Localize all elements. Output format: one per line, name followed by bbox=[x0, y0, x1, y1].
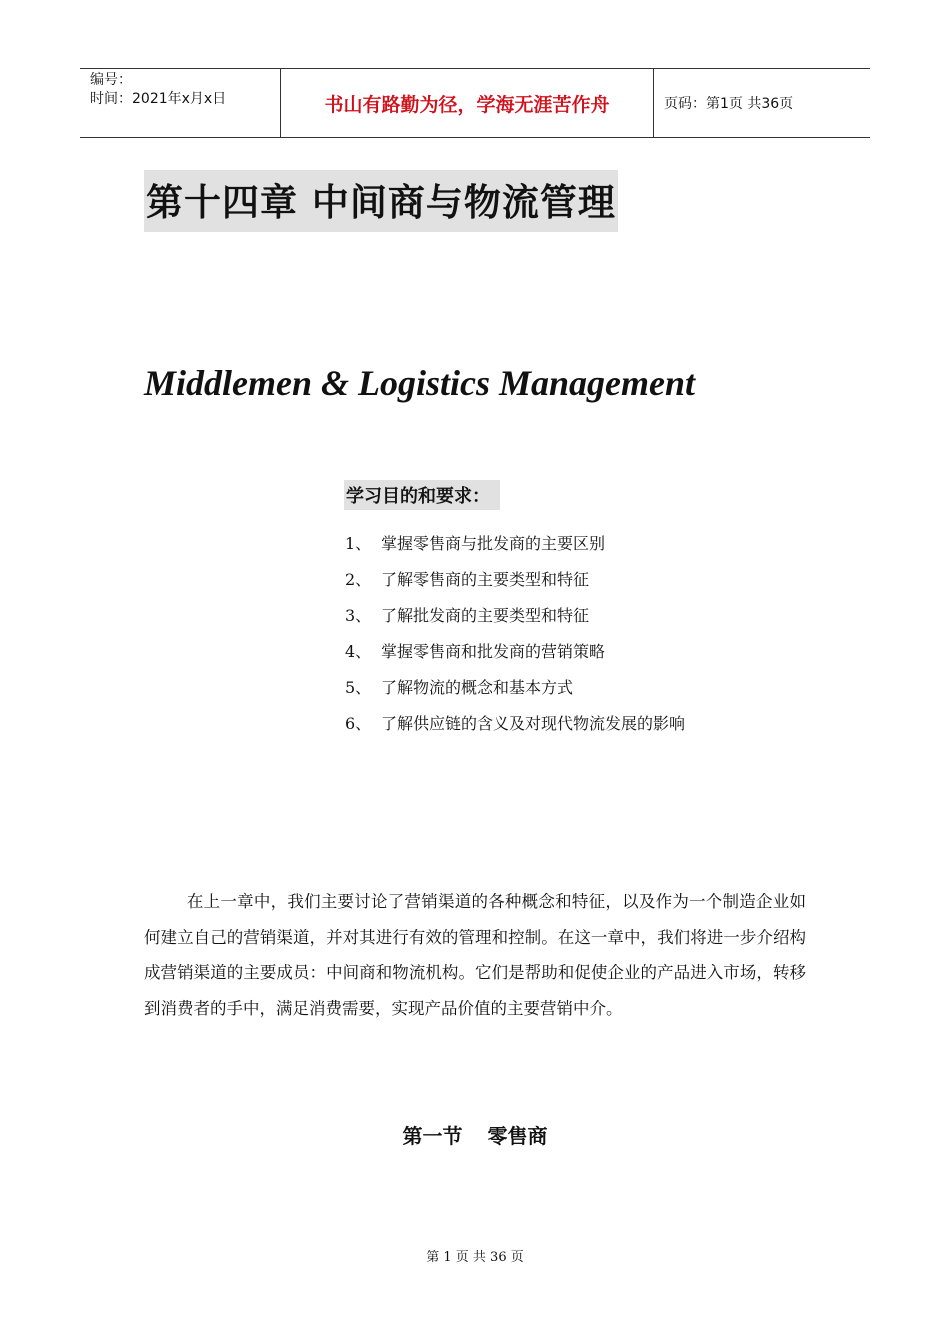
list-item-text: 掌握零售商与批发商的主要区别 bbox=[381, 534, 606, 553]
number-label: 编号： bbox=[90, 72, 132, 88]
header-page-info: 页码：第1页 共36页 bbox=[664, 96, 794, 112]
list-item-text: 了解批发商的主要类型和特征 bbox=[381, 606, 590, 625]
list-item-number: 5、 bbox=[345, 678, 372, 697]
objectives-list bbox=[345, 526, 685, 742]
list-item-text: 了解供应链的含义及对现代物流发展的影响 bbox=[381, 714, 686, 733]
list-item bbox=[345, 598, 685, 634]
list-item-number: 4、 bbox=[345, 642, 372, 661]
list-item-text: 掌握零售商和批发商的营销策略 bbox=[381, 642, 606, 661]
header-meta bbox=[80, 69, 280, 137]
list-item bbox=[345, 706, 685, 742]
header-motto: 书山有路勤为径，学海无涯苦作舟 bbox=[280, 69, 654, 137]
list-item-text: 了解物流的概念和基本方式 bbox=[381, 678, 574, 697]
list-item-number: 6、 bbox=[345, 714, 372, 733]
objectives-heading: 学习目的和要求： bbox=[344, 480, 500, 510]
date-label: 时间：2021年x月x日 bbox=[90, 91, 227, 107]
chapter-title: 第十四章 中间商与物流管理 bbox=[144, 170, 618, 232]
list-item-number: 1、 bbox=[345, 534, 372, 553]
intro-paragraph: 在上一章中，我们主要讨论了营销渠道的各种概念和特征，以及作为一个制造企业如何建立自己的营销渠道，并对其进行有效的管理和控制。在这一章中，我们将进一步介绍构成营销渠道的主要成员：中间商和物流机构。它们是帮助和促使企业的产品进入市场，转移到消费者的手中，满足消费需要，实现产品价值的主要营销中介。 bbox=[144, 892, 806, 1018]
list-item-number: 3、 bbox=[345, 606, 372, 625]
list-item-text: 了解零售商的主要类型和特征 bbox=[381, 570, 590, 589]
list-item bbox=[345, 670, 685, 706]
list-item bbox=[345, 634, 685, 670]
list-item bbox=[345, 526, 685, 562]
section-title: 第一节 零售商 bbox=[402, 1124, 548, 1148]
page-footer: 第 1 页 共 36 页 bbox=[426, 1250, 524, 1265]
chapter-title-english: Middlemen & Logistics Management bbox=[144, 363, 696, 403]
list-item-number: 2、 bbox=[345, 570, 372, 589]
page-header bbox=[80, 68, 870, 138]
list-item bbox=[345, 562, 685, 598]
